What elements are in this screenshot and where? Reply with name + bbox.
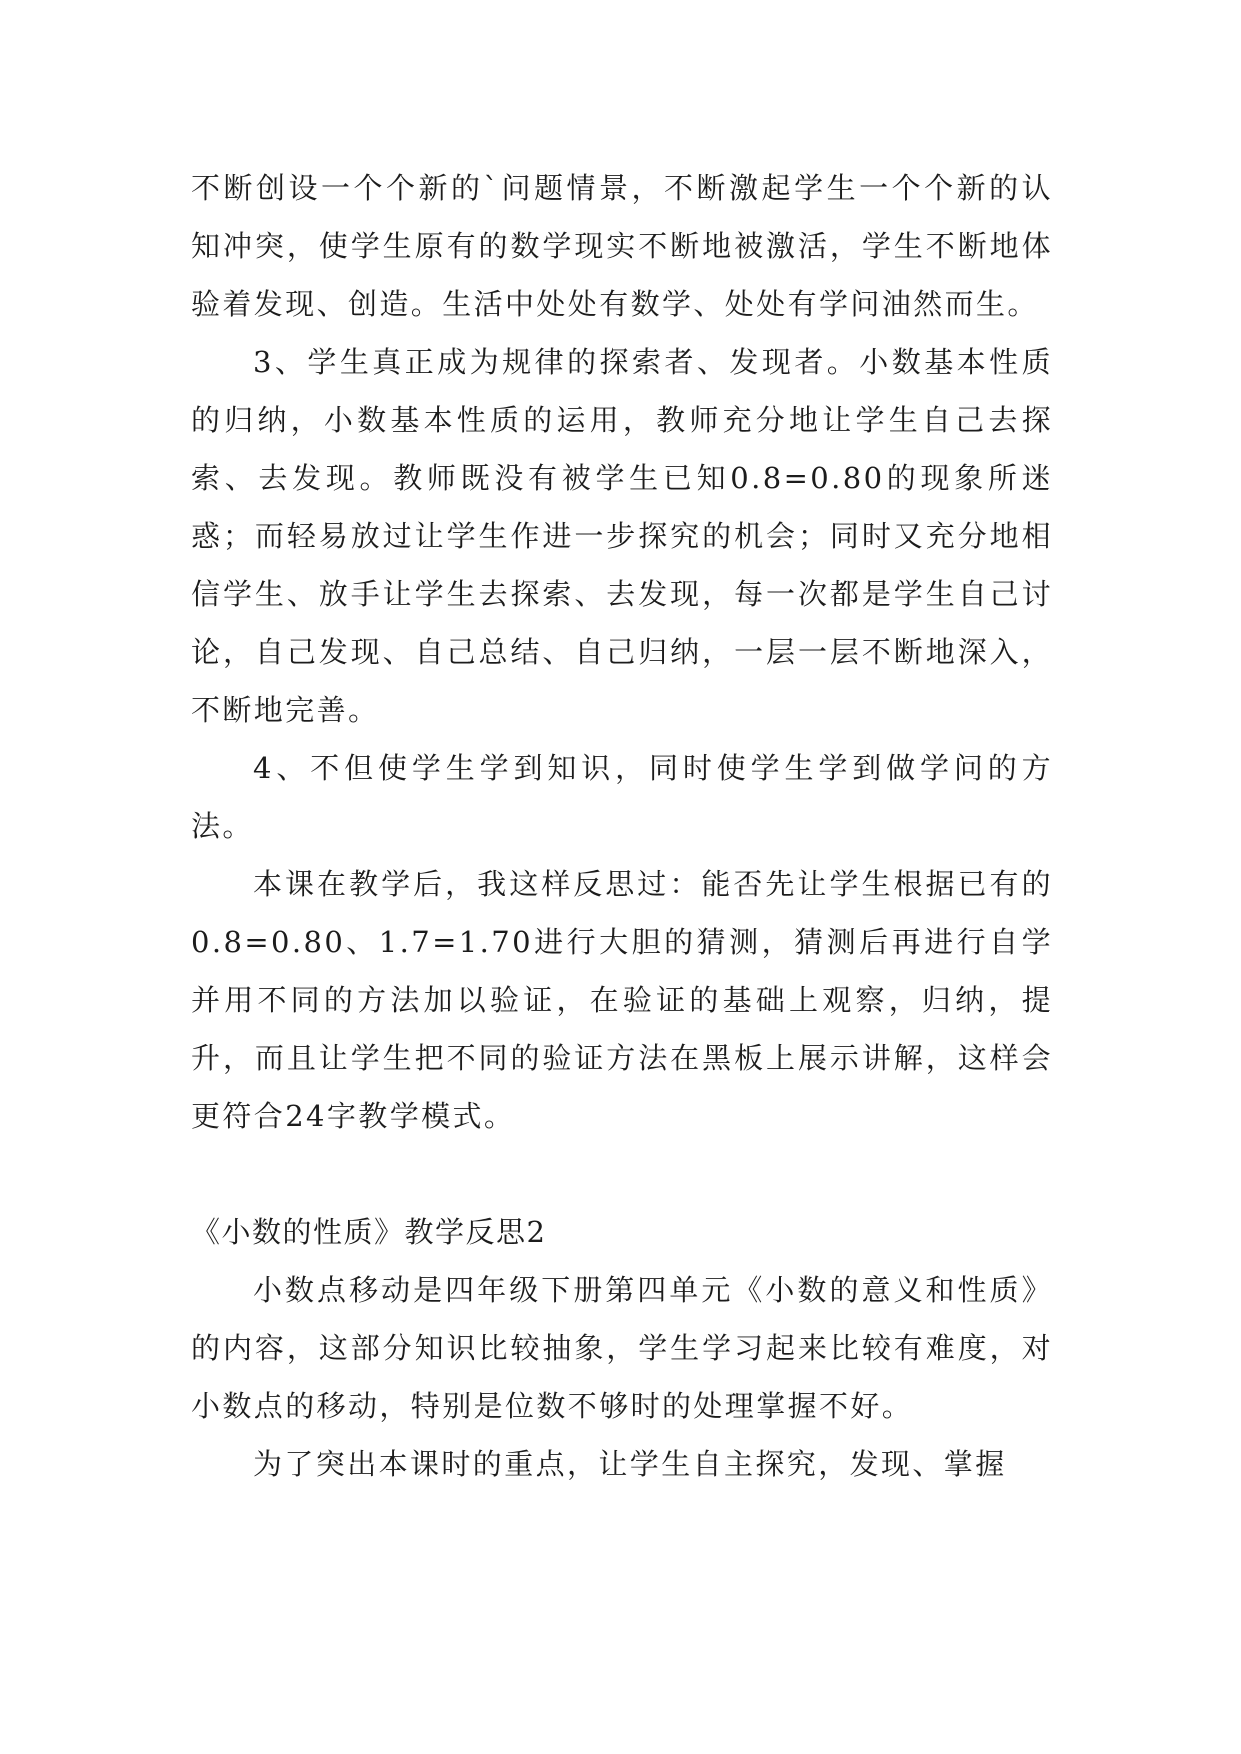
paragraph-intro: 小数点移动是四年级下册第四单元《小数的意义和性质》的内容，这部分知识比较抽象，学生学习起来比较有难度，对小数点的移动，特别是位数不够时的处理掌握不好。 [191, 1273, 1053, 1423]
document-body [191, 159, 1053, 1493]
section-title: 《小数的性质》教学反思2 [191, 1215, 547, 1249]
paragraph-point-4: 4、不但使学生学到知识，同时使学生学到做学问的方法。 [191, 751, 1053, 843]
paragraph-continuation: 不断创设一个个新的`问题情景，不断激起学生一个个新的认知冲突，使学生原有的数学现实不断地被激活，学生不断地体验着发现、创造。生活中处处有数学、处处有学问油然而生。 [191, 171, 1053, 321]
paragraph-reflection: 本课在教学后，我这样反思过：能否先让学生根据已有的0.8=0.80、1.7=1.70进行大胆的猜测，猜测后再进行自学并用不同的方法加以验证，在验证的基础上观察，归纳，提升，而且让学生把不同的验证方法在黑板上展示讲解，这样会更符合24字教学模式。 [191, 867, 1053, 1133]
section-spacer [191, 1145, 1053, 1203]
paragraph-goal: 为了突出本课时的重点，让学生自主探究，发现、掌握 [253, 1447, 1007, 1481]
paragraph-point-3: 3、学生真正成为规律的探索者、发现者。小数基本性质的归纳，小数基本性质的运用，教师充分地让学生自己去探索、去发现。教师既没有被学生已知0.8=0.80的现象所迷惑；而轻易放过让学生作进一步探究的机会；同时又充分地相信学生、放手让学生去探索、去发现，每一次都是学生自己讨论，自己发现、自己总结、自己归纳，一层一层不断地深入，不断地完善。 [191, 345, 1053, 727]
